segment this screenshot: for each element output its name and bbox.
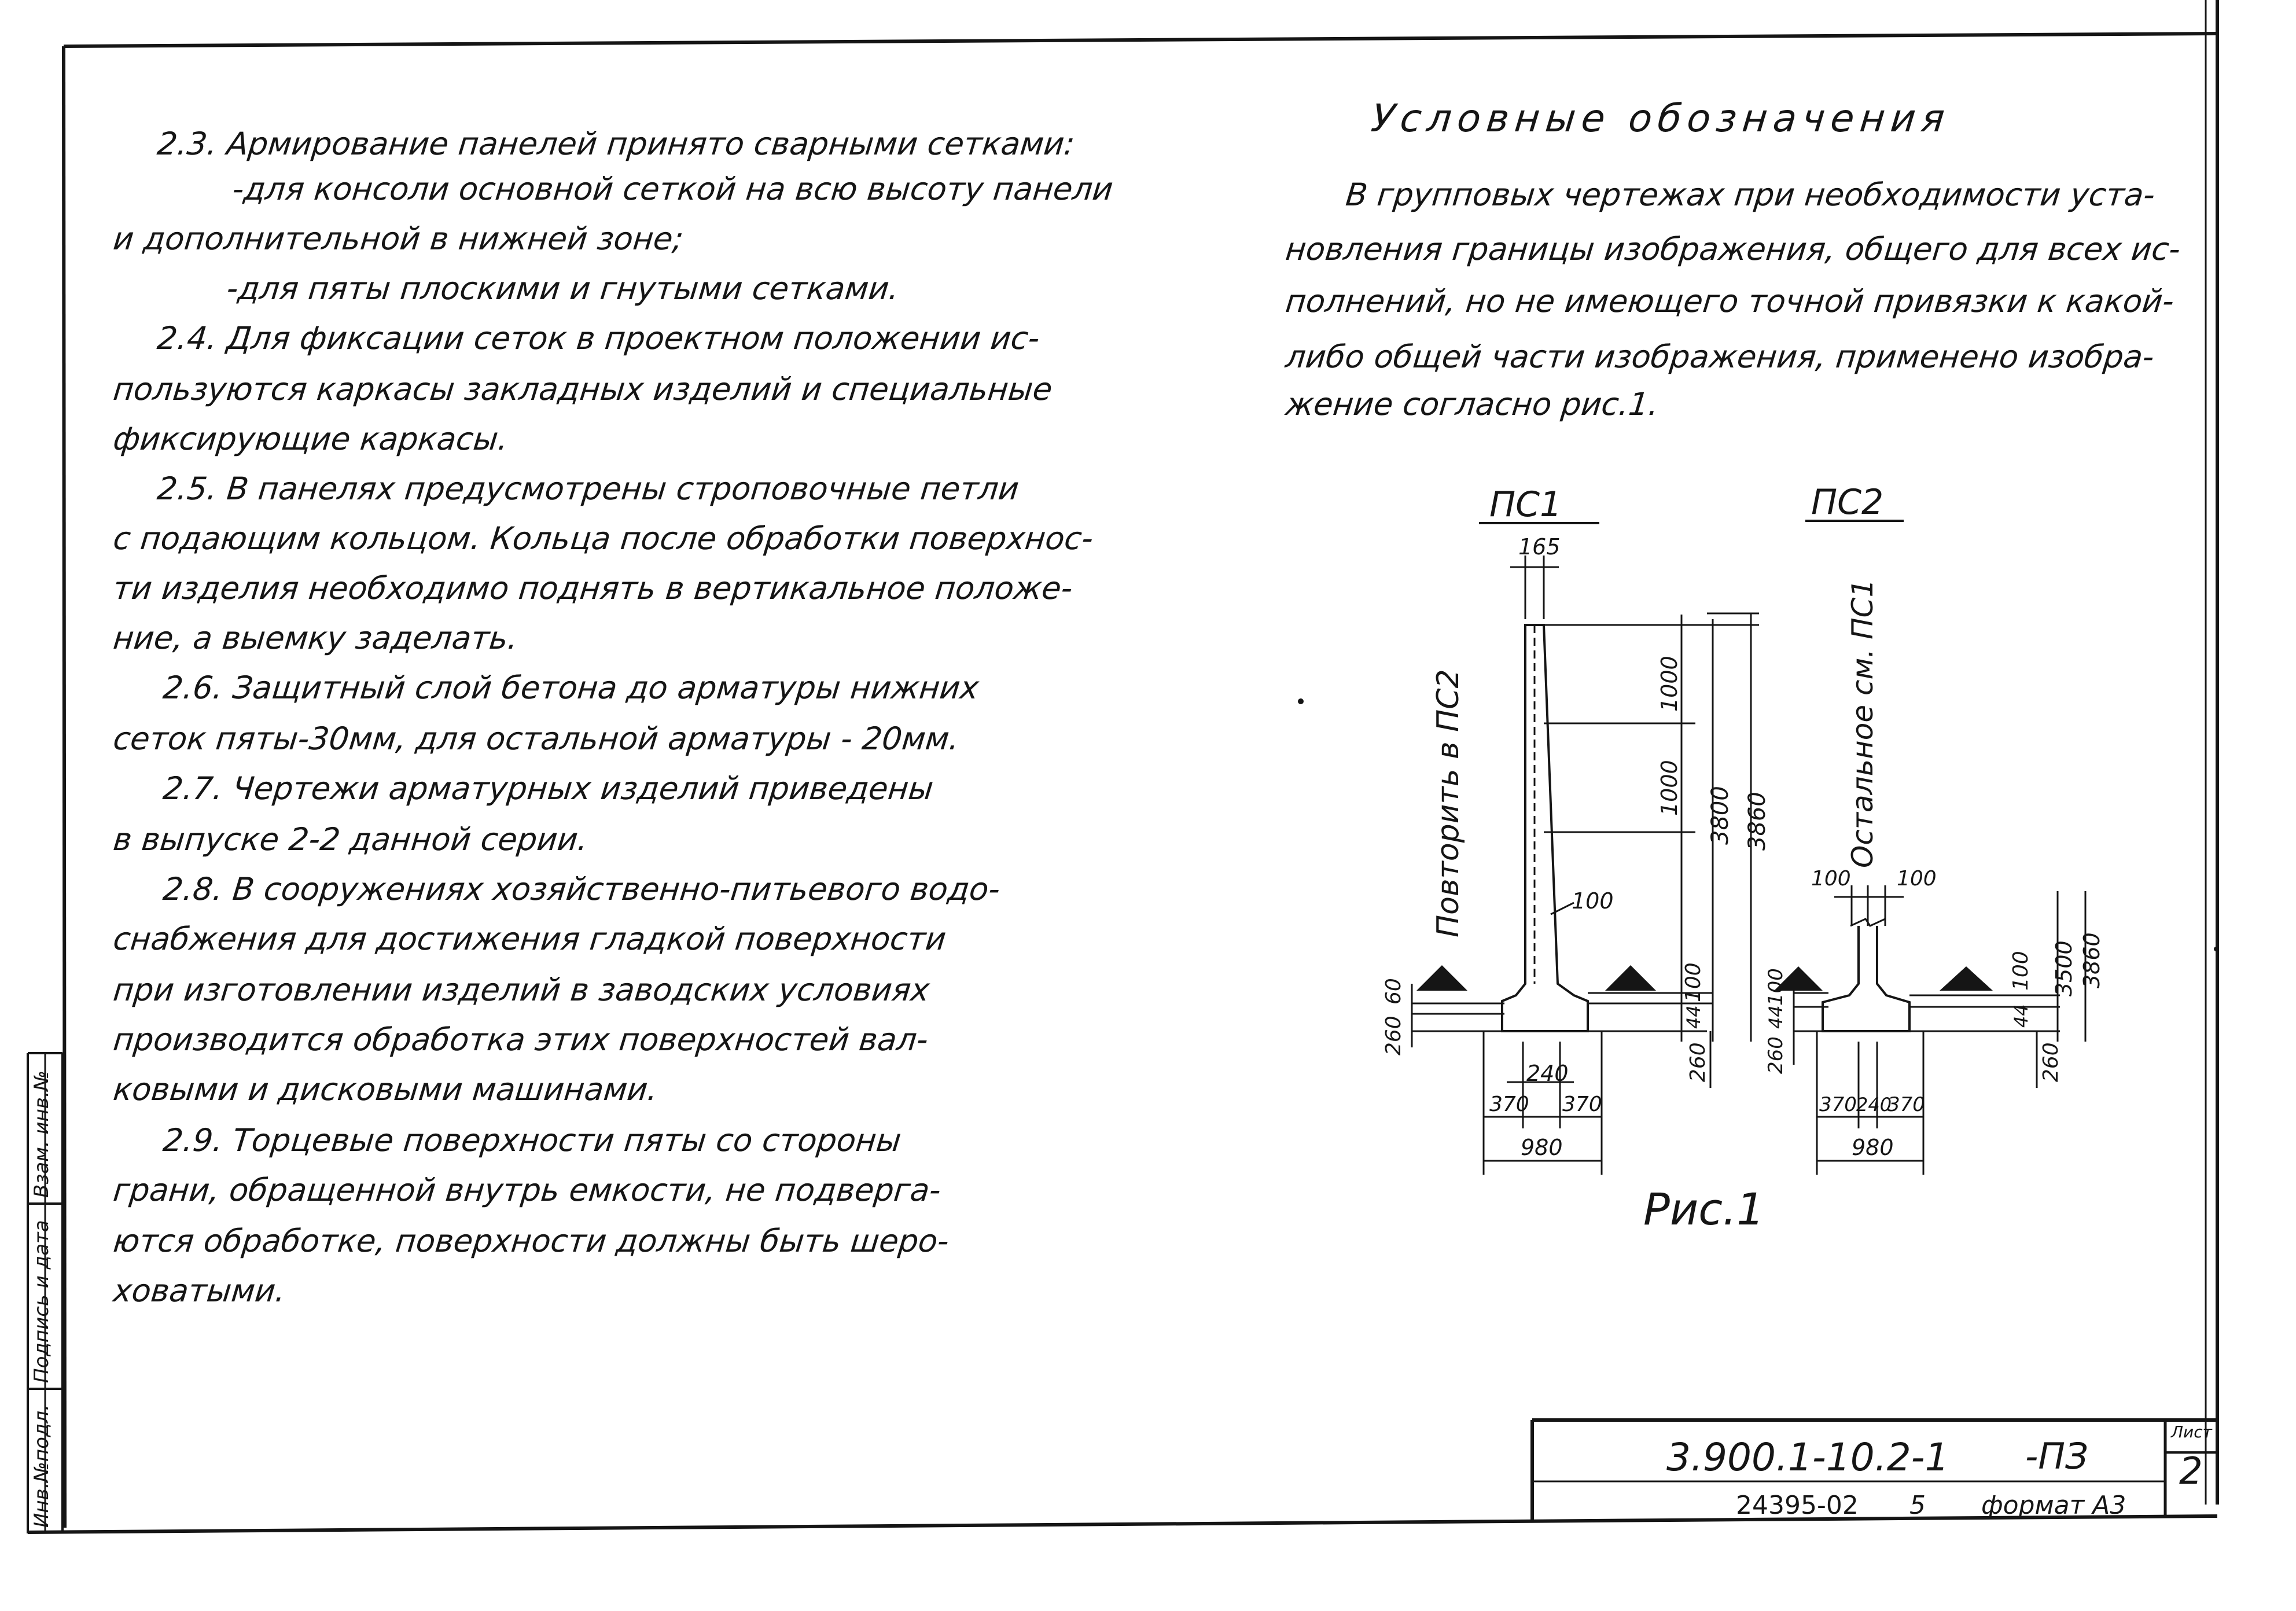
sheet-number: 2	[2179, 1450, 2203, 1493]
ps2-title: ПС2	[1811, 482, 1884, 523]
ps2-dim-100b: 100	[1897, 867, 1937, 891]
note-line: с подающим кольцом. Кольца после обработки поверхнос-	[111, 520, 1095, 557]
ps1-dim-100b: 100	[1681, 962, 1705, 1002]
ps2-dim-370b: 370	[1887, 1093, 1925, 1116]
legend-line: полнений, но не имеющего точной привязки к какой-	[1283, 283, 2176, 319]
format-label: формат А3	[1981, 1491, 2126, 1520]
ps1-dim-370a: 370	[1489, 1093, 1529, 1116]
ps1-side-note: Повторить в ПС2	[1431, 669, 1466, 937]
ps1-dim-165: 165	[1518, 534, 1561, 560]
note-line: 2.5. В панелях предусмотрены строповочные петли	[155, 470, 1021, 507]
ps2-dim-44b: 44	[2010, 1004, 2032, 1028]
ps1-dim-3800: 3800	[1707, 786, 1734, 845]
note-line: ние, а выемку заделать.	[111, 620, 520, 656]
note-line: снабжения для достижения гладкой поверхности	[111, 921, 948, 957]
note-line: ковыми и дисковыми машинами.	[111, 1071, 660, 1108]
note-line: -для пяты плоскими и гнутыми сетками.	[225, 270, 901, 307]
note-line: и дополнительной в нижней зоне;	[111, 220, 686, 257]
ps2-dim-370a: 370	[1819, 1093, 1857, 1116]
legend-line: В групповых чертежах при необходимости уста-	[1344, 176, 2157, 213]
boundary-triangle	[1940, 966, 1993, 991]
note-line: -для консоли основной сеткой на всю высоту панели	[230, 171, 1115, 207]
ps1-dim-3860: 3860	[1744, 792, 1771, 851]
note-line: фиксирующие каркасы.	[111, 421, 510, 457]
legend-line: новления границы изображения, общего для всех ис-	[1283, 231, 2183, 267]
ps1-dim-240: 240	[1526, 1061, 1569, 1086]
ps1-wall-outline	[1502, 625, 1588, 1031]
note-line: при изготовлении изделий в заводских условиях	[111, 972, 932, 1008]
note-line: сеток пяты-30мм, для остальной арматуры - 20мм.	[111, 720, 961, 757]
ps1-dim-1000b: 1000	[1657, 760, 1682, 816]
doc-suffix: -ПЗ	[2025, 1435, 2088, 1477]
ps2-dim-980: 980	[1852, 1135, 1894, 1160]
ps2-dim-3500: 3500	[2051, 940, 2077, 996]
ps1-dim-60: 60	[1382, 978, 1405, 1005]
ps1-dim-1000a: 1000	[1657, 656, 1682, 712]
doc-code: 3.900.1-10.2-1	[1666, 1435, 1949, 1480]
ps2-dim-44a: 44	[1765, 1005, 1787, 1029]
vzam-inv-label: Взам. инв.№	[30, 1070, 53, 1198]
ps1-dim-370b: 370	[1562, 1093, 1602, 1116]
ps2-dim-100d: 100	[1764, 968, 1787, 1006]
note-line: 2.4. Для фиксации сеток в проектном положении ис-	[155, 320, 1042, 356]
note-line: в выпуске 2-2 данной серии.	[111, 821, 590, 858]
note-line: 2.6. Защитный слой бетона до арматуры нижних	[161, 670, 981, 706]
boundary-triangle	[1416, 965, 1467, 991]
legend-line: жение согласно рис.1.	[1283, 386, 1661, 422]
note-line: ются обработке, поверхности должны быть шеро-	[111, 1223, 951, 1259]
note-line: ховатыми.	[111, 1272, 288, 1309]
ps1-dim-260a: 260	[1382, 1016, 1405, 1055]
sheet-label: Лист	[2171, 1422, 2212, 1441]
copy-number: 5	[1909, 1491, 1926, 1520]
note-line: 2.3. Армирование панелей принято сварными сетками:	[155, 126, 1077, 162]
legend-line: либо общей части изображения, применено изобра-	[1283, 339, 2156, 375]
figure-caption: Рис.1	[1643, 1183, 1765, 1235]
ps2-dim-260a: 260	[1764, 1036, 1787, 1074]
note-line: 2.9. Торцевые поверхности пяты со стороны	[161, 1122, 903, 1158]
inv-podl-label: Инв.№подл.	[30, 1404, 53, 1528]
inventory-number: 24395-02	[1736, 1491, 1859, 1520]
ps1-title: ПС1	[1489, 484, 1562, 525]
boundary-triangle	[1605, 965, 1656, 991]
ps1-dim-260b: 260	[1686, 1042, 1710, 1082]
ps1-dim-44: 44	[1683, 1005, 1705, 1029]
ps2-side-note: Остальное см. ПС1	[1846, 579, 1879, 868]
legend-title: Условные обозначения	[1369, 96, 1953, 141]
note-line: 2.8. В сооружениях хозяйственно-питьевого водо-	[161, 871, 1002, 907]
note-line: грани, обращенной внутрь емкости, не подверга-	[111, 1172, 943, 1208]
note-line: ти изделия необходимо поднять в вертикальное положе-	[111, 570, 1075, 606]
ps2-wall-outline	[1823, 926, 1909, 1031]
ps1-dim-980: 980	[1521, 1135, 1563, 1160]
signature-date-label: Подпись и дата	[30, 1220, 53, 1383]
ps2-dim-260b: 260	[2039, 1042, 2063, 1082]
ps2-dim-100c: 100	[2009, 951, 2033, 991]
ps2-dim-100a: 100	[1811, 867, 1851, 891]
ps2-dim-240: 240	[1856, 1094, 1892, 1116]
ps2-dim-3860: 3860	[2079, 932, 2104, 988]
note-line: 2.7. Чертежи арматурных изделий приведены	[161, 770, 936, 807]
ps1-dim-100a: 100	[1572, 888, 1614, 914]
note-line: пользуются каркасы закладных изделий и специальные	[111, 371, 1054, 407]
note-line: производится обработка этих поверхностей вал-	[111, 1021, 930, 1058]
